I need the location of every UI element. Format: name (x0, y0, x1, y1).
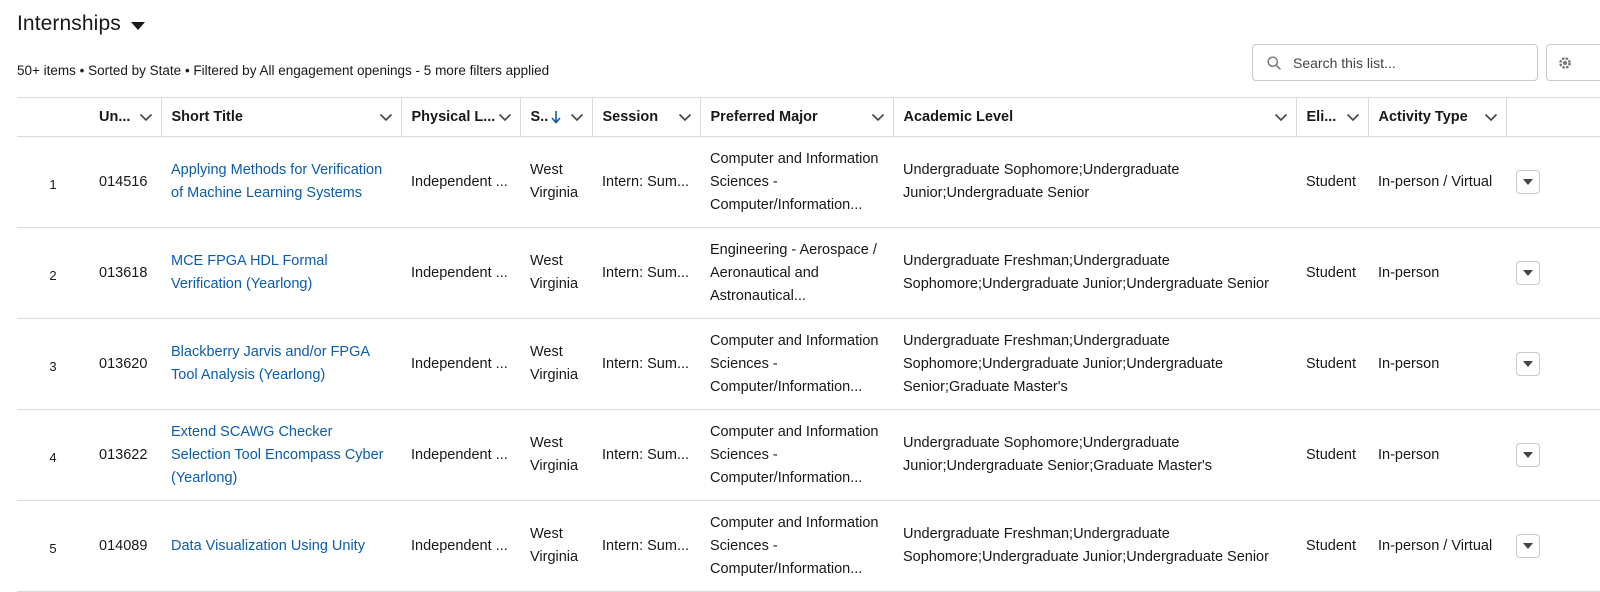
search-box (1252, 44, 1538, 81)
cell-unique-id: 013622 (89, 410, 161, 501)
cell-physical-location: Independent ... (401, 137, 520, 228)
major-text: Computer and Information Sciences - Computer/Information... (710, 150, 879, 213)
column-label: Eli... (1306, 109, 1337, 125)
chevron-down-icon[interactable] (1346, 113, 1360, 122)
cell-short-title (161, 137, 401, 228)
record-link[interactable]: Extend SCAWG Checker Selection Tool Encompass Cyber (Yearlong) (171, 423, 384, 486)
gear-icon (1557, 55, 1573, 71)
major-text: Engineering - Aerospace / Aeronautical and Astronautical... (710, 241, 877, 304)
level-text: Undergraduate Freshman;Undergraduate Sophomore;Undergraduate Junior;Undergraduate Senior (903, 526, 1269, 565)
column-label: Session (602, 109, 659, 125)
cell-activity-type: In-person (1368, 228, 1506, 319)
cell-eligibility: Student (1296, 319, 1368, 410)
caret-down-icon (1523, 452, 1533, 458)
column-header-short-title[interactable] (161, 98, 401, 137)
cell-academic-level (893, 319, 1296, 410)
column-header-unique-id[interactable] (89, 98, 161, 137)
cell-eligibility: Student (1296, 410, 1368, 501)
level-text: Undergraduate Sophomore;Undergraduate Junior;Undergraduate Senior;Graduate Master's (903, 435, 1213, 474)
cell-preferred-major (700, 410, 893, 501)
cell-academic-level (893, 228, 1296, 319)
list-header (17, 12, 145, 36)
column-label: S.. (530, 109, 549, 125)
cell-activity-type: In-person / Virtual (1368, 501, 1506, 592)
column-header-activity-type[interactable] (1368, 98, 1506, 137)
cell-short-title (161, 410, 401, 501)
row-number-header (17, 98, 89, 137)
major-text: Computer and Information Sciences - Computer/Information... (710, 423, 879, 486)
caret-down-icon (1523, 270, 1533, 276)
row-number: 1 (17, 137, 89, 228)
chevron-down-icon[interactable] (871, 113, 885, 122)
cell-preferred-major (700, 319, 893, 410)
chevron-down-icon[interactable] (379, 113, 393, 122)
chevron-down-icon[interactable] (498, 113, 512, 122)
search-input[interactable] (1291, 54, 1515, 72)
list-title-row (17, 12, 145, 36)
cell-row-actions (1506, 137, 1600, 228)
table-row (17, 501, 1600, 592)
caret-down-icon (1523, 179, 1533, 185)
cell-physical-location: Independent ... (401, 501, 520, 592)
cell-row-actions (1506, 501, 1600, 592)
list-status: 50+ items • Sorted by State • Filtered by All engagement openings - 5 more filters applied (17, 63, 550, 78)
chevron-down-icon[interactable] (139, 113, 153, 122)
row-number: 3 (17, 319, 89, 410)
cell-physical-location: Independent ... (401, 228, 520, 319)
column-label: Academic Level (903, 109, 1014, 125)
cell-unique-id: 014516 (89, 137, 161, 228)
record-link[interactable]: Applying Methods for Verification of Machine Learning Systems (171, 162, 383, 201)
cell-session: Intern: Sum... (592, 410, 700, 501)
row-actions-button[interactable] (1516, 170, 1540, 194)
cell-eligibility: Student (1296, 137, 1368, 228)
cell-eligibility: Student (1296, 228, 1368, 319)
arrow-down-icon (551, 110, 561, 124)
search-icon (1267, 56, 1281, 70)
cell-unique-id: 013620 (89, 319, 161, 410)
column-label: Preferred Major (710, 109, 818, 125)
row-actions-header (1506, 98, 1600, 137)
column-label: Short Title (171, 109, 243, 125)
column-label: Activity Type (1378, 109, 1468, 125)
table-header-row (17, 98, 1600, 137)
table-row (17, 410, 1600, 501)
column-header-state[interactable] (520, 98, 592, 137)
cell-activity-type: In-person / Virtual (1368, 137, 1506, 228)
level-text: Undergraduate Freshman;Undergraduate Sophomore;Undergraduate Junior;Undergraduate Senior (903, 253, 1269, 292)
level-text: Undergraduate Sophomore;Undergraduate Junior;Undergraduate Senior (903, 162, 1180, 201)
row-actions-button[interactable] (1516, 443, 1540, 467)
list-settings-button[interactable] (1546, 44, 1600, 81)
column-label: Un... (99, 109, 131, 125)
cell-state: West Virginia (520, 501, 592, 592)
cell-short-title (161, 228, 401, 319)
column-label: Physical L... (411, 109, 496, 125)
record-link[interactable]: MCE FPGA HDL Formal Verification (Yearlong) (171, 253, 328, 292)
chevron-down-icon[interactable] (678, 113, 692, 122)
row-number: 4 (17, 410, 89, 501)
caret-down-icon[interactable] (131, 22, 145, 30)
cell-preferred-major (700, 501, 893, 592)
records-table (17, 97, 1600, 592)
list-title: Internships (17, 12, 121, 35)
table-row (17, 228, 1600, 319)
caret-down-icon (1523, 543, 1533, 549)
major-text: Computer and Information Sciences - Computer/Information... (710, 332, 879, 395)
cell-short-title (161, 319, 401, 410)
table-row (17, 319, 1600, 410)
column-header-academic-level[interactable] (893, 98, 1296, 137)
row-actions-button[interactable] (1516, 534, 1540, 558)
caret-down-icon (1523, 361, 1533, 367)
cell-preferred-major (700, 137, 893, 228)
cell-row-actions (1506, 410, 1600, 501)
row-actions-button[interactable] (1516, 261, 1540, 285)
row-number: 2 (17, 228, 89, 319)
cell-session: Intern: Sum... (592, 228, 700, 319)
cell-academic-level (893, 410, 1296, 501)
cell-session: Intern: Sum... (592, 137, 700, 228)
cell-row-actions (1506, 319, 1600, 410)
table-row (17, 137, 1600, 228)
cell-activity-type: In-person (1368, 410, 1506, 501)
cell-academic-level (893, 137, 1296, 228)
cell-state: West Virginia (520, 410, 592, 501)
record-link[interactable]: Data Visualization Using Unity (171, 537, 365, 554)
chevron-down-icon[interactable] (1484, 113, 1498, 122)
cell-state: West Virginia (520, 228, 592, 319)
cell-state: West Virginia (520, 319, 592, 410)
row-number: 5 (17, 501, 89, 592)
cell-session: Intern: Sum... (592, 501, 700, 592)
cell-physical-location: Independent ... (401, 410, 520, 501)
column-header-session[interactable] (592, 98, 700, 137)
cell-preferred-major (700, 228, 893, 319)
major-text: Computer and Information Sciences - Computer/Information... (710, 514, 879, 577)
row-actions-button[interactable] (1516, 352, 1540, 376)
cell-short-title (161, 501, 401, 592)
chevron-down-icon[interactable] (570, 113, 584, 122)
column-header-physical-location[interactable] (401, 98, 520, 137)
cell-row-actions (1506, 228, 1600, 319)
record-link[interactable]: Blackberry Jarvis and/or FPGA Tool Analysis (Yearlong) (171, 344, 370, 383)
level-text: Undergraduate Freshman;Undergraduate Sophomore;Undergraduate Junior;Undergraduate Senior;Graduate Master's (903, 332, 1224, 395)
column-header-eligibility[interactable] (1296, 98, 1368, 137)
cell-session: Intern: Sum... (592, 319, 700, 410)
cell-eligibility: Student (1296, 501, 1368, 592)
cell-state: West Virginia (520, 137, 592, 228)
cell-unique-id: 014089 (89, 501, 161, 592)
cell-academic-level (893, 501, 1296, 592)
cell-activity-type: In-person (1368, 319, 1506, 410)
chevron-down-icon[interactable] (1274, 113, 1288, 122)
cell-unique-id: 013618 (89, 228, 161, 319)
cell-physical-location: Independent ... (401, 319, 520, 410)
column-header-preferred-major[interactable] (700, 98, 893, 137)
